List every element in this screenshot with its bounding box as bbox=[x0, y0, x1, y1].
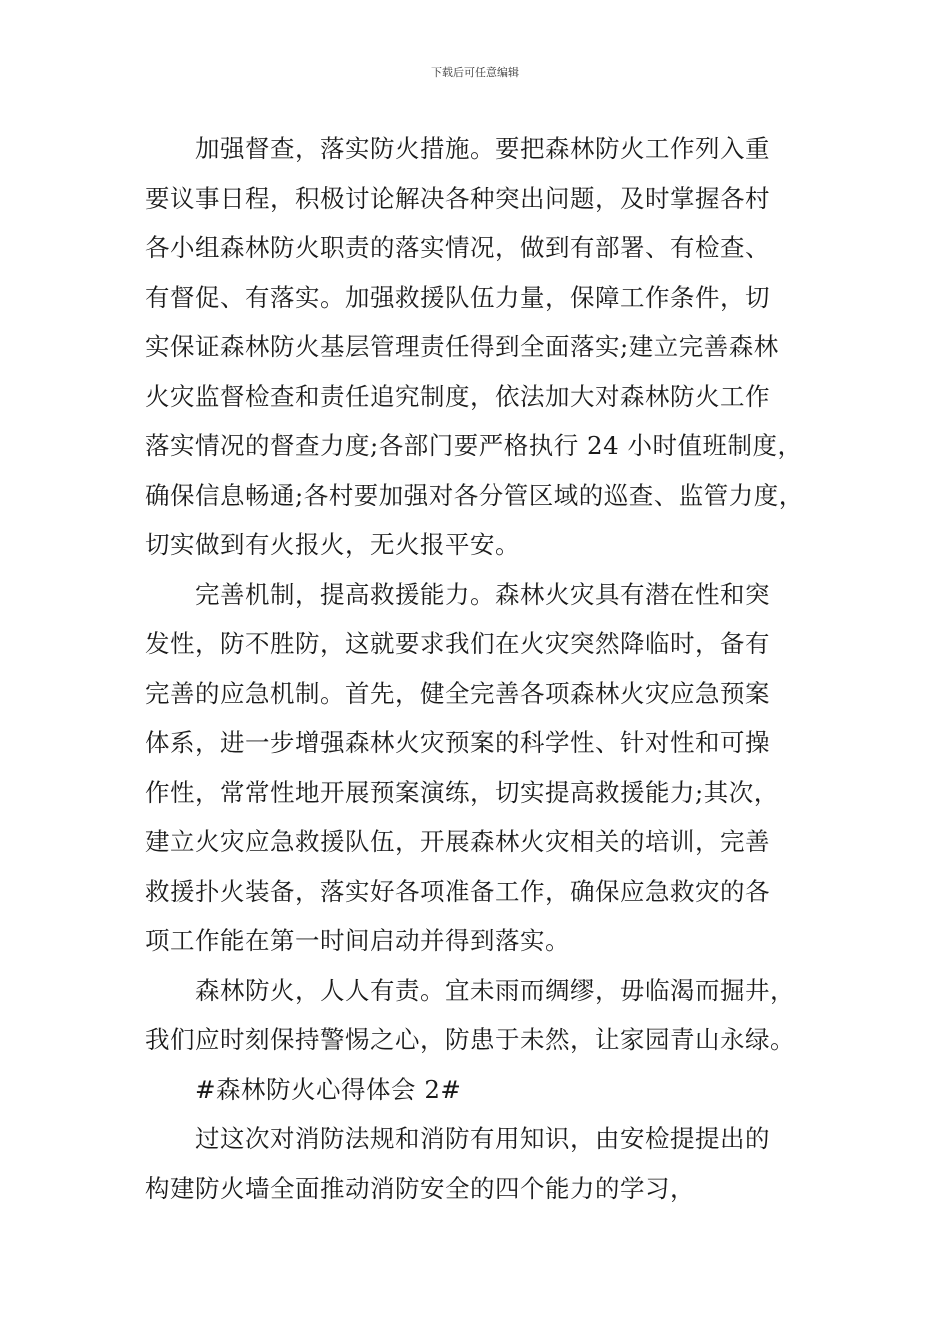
text-line: 过这次对消防法规和消防有用知识，由安检提提出的 bbox=[195, 1124, 770, 1153]
text-line: 体系，进一步增强森林火灾预案的科学性、针对性和可操 bbox=[145, 728, 770, 757]
text-line: 火灾监督检查和责任追究制度，依法加大对森林防火工作 bbox=[145, 381, 770, 411]
text-line: 确保信息畅通;各村要加强对各分管区域的巡查、监管力度， bbox=[145, 480, 804, 510]
text-line: 有督促、有落实。加强救援队伍力量，保障工作条件，切 bbox=[145, 282, 770, 312]
text-line: 构建防火墙全面推动消防安全的四个能力的学习， bbox=[145, 1173, 695, 1203]
section-heading: #森林防火心得体会 2# bbox=[195, 1074, 462, 1104]
text-line: 我们应时刻保持警惕之心，防患于未然，让家园青山永绿。 bbox=[145, 1025, 795, 1054]
text-line: 建立火灾应急救援队伍，开展森林火灾相关的培训，完善 bbox=[145, 827, 770, 856]
text-line: 项工作能在第一时间启动并得到落实。 bbox=[145, 926, 570, 955]
text-line: 加强督查，落实防火措施。要把森林防火工作列入重 bbox=[195, 134, 770, 163]
text-line: 切实做到有火报火，无火报平安。 bbox=[145, 530, 520, 559]
text-line: 要议事日程，积极讨论解决各种突出问题，及时掌握各村 bbox=[145, 183, 770, 213]
text-line: 救援扑火装备，落实好各项准备工作，确保应急救灾的各 bbox=[145, 876, 770, 906]
document-body bbox=[145, 124, 810, 1213]
text-line: 森林防火，人人有责。宜未雨而绸缪，毋临渴而掘井， bbox=[195, 975, 795, 1005]
text-line: 落实情况的督查力度;各部门要严格执行 24 小时值班制度， bbox=[145, 431, 803, 460]
page-header: 下载后可任意编辑 bbox=[431, 66, 519, 79]
text-line: 实保证森林防火基层管理责任得到全面落实;建立完善森林 bbox=[145, 332, 779, 361]
text-line: 发性，防不胜防，这就要求我们在火灾突然降临时，备有 bbox=[145, 629, 770, 658]
text-line: 完善机制，提高救援能力。森林火灾具有潜在性和突 bbox=[195, 579, 770, 609]
text-line: 各小组森林防火职责的落实情况，做到有部署、有检查、 bbox=[145, 233, 770, 262]
text-line: 作性，常常性地开展预案演练，切实提高救援能力;其次， bbox=[145, 777, 779, 807]
text-line: 完善的应急机制。首先，健全完善各项森林火灾应急预案 bbox=[145, 678, 770, 708]
